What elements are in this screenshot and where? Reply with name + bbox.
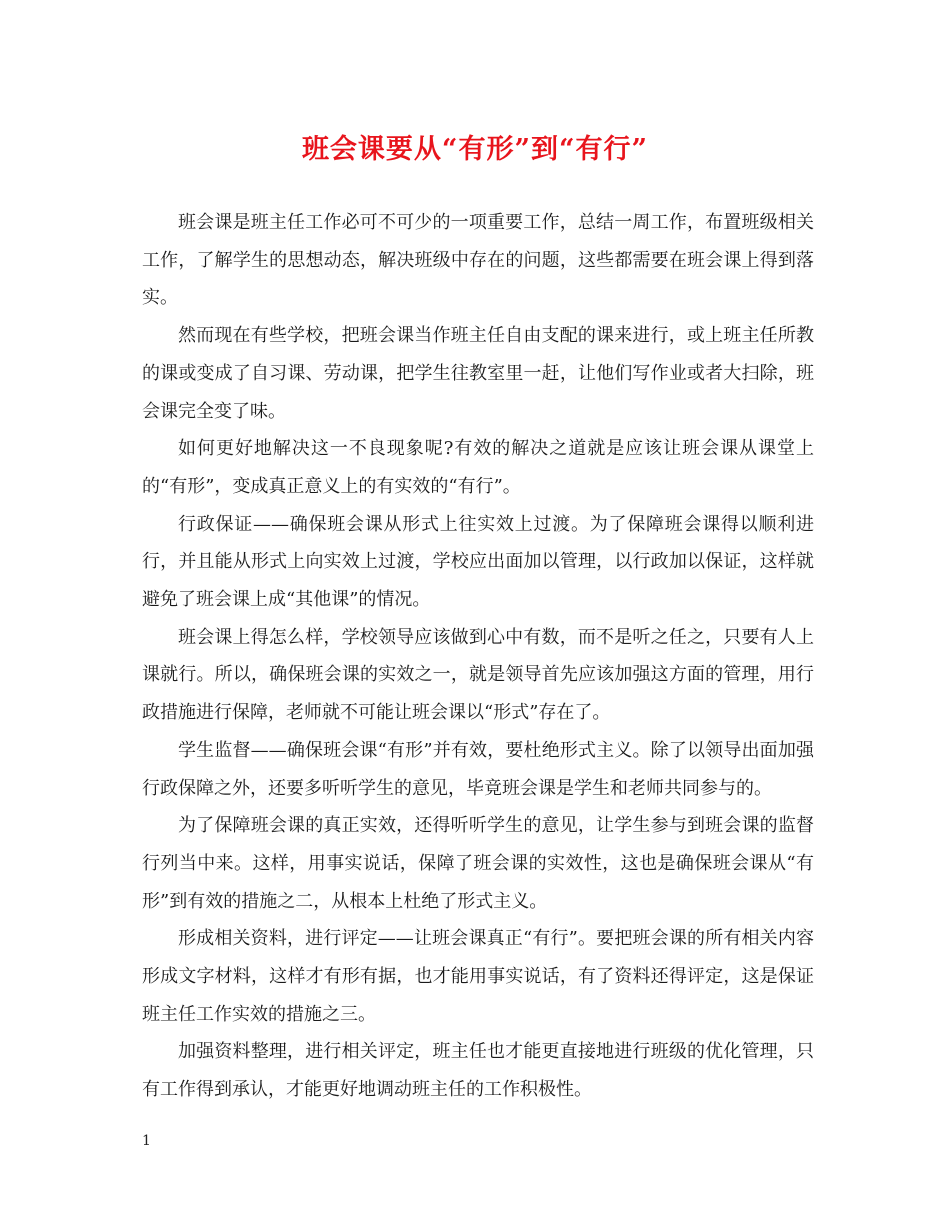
paragraph-6: 学生监督——确保班会课“有形”并有效，要杜绝形式主义。除了以领导出面加强行政保障之外，还要多听听学生的意见，毕竟班会课是学生和老师共同参与的。 <box>142 739 814 799</box>
document-title: 班会课要从“有形”到“有行” <box>301 134 649 165</box>
paragraph-2: 然而现在有些学校，把班会课当作班主任自由支配的课来进行，或上班主任所教的课或变成了自习课、劳动课，把学生往教室里一赶，让他们写作业或者大扫除，班会课完全变了味。 <box>142 325 814 422</box>
page-number: 1 <box>142 1133 151 1149</box>
paragraph-5: 班会课上得怎么样，学校领导应该做到心中有数，而不是听之任之，只要有人上课就行。所以，确保班会课的实效之一，就是领导首先应该加强这方面的管理，用行政措施进行保障，老师就不可能让班会课以“形式”存在了。 <box>142 626 814 724</box>
paragraph-4: 行政保证——确保班会课从形式上往实效上过渡。为了保障班会课得以顺利进行，并且能从形式上向实效上过渡，学校应出面加以管理，以行政加以保证，这样就避免了班会课上成“其他课”的情况。 <box>142 513 814 611</box>
paragraph-1: 班会课是班主任工作必可不可少的一项重要工作，总结一周工作，布置班级相关工作，了解学生的思想动态，解决班级中存在的问题，这些都需要在班会课上得到落实。 <box>142 212 814 309</box>
document-body <box>142 204 814 1109</box>
paragraph-3: 如何更好地解决这一不良现象呢?有效的解决之道就是应该让班会课从课堂上的“有形”，变成真正意义上的有实效的“有行”。 <box>142 438 814 497</box>
paragraph-8: 形成相关资料，进行评定——让班会课真正“有行”。要把班会课的所有相关内容形成文字材料，这样才有形有据，也才能用事实说话，有了资料还得评定，这是保证班主任工作实效的措施之三。 <box>142 928 814 1025</box>
paragraph-9: 加强资料整理，进行相关评定，班主任也才能更直接地进行班级的优化管理，只有工作得到承认，才能更好地调动班主任的工作积极性。 <box>142 1041 814 1101</box>
paragraph-7: 为了保障班会课的真正实效，还得听听学生的意见，让学生参与到班会课的监督行列当中来。这样，用事实说话，保障了班会课的实效性，这也是确保班会课从“有形”到有效的措施之二，从根本上杜绝了形式主义。 <box>142 815 814 912</box>
